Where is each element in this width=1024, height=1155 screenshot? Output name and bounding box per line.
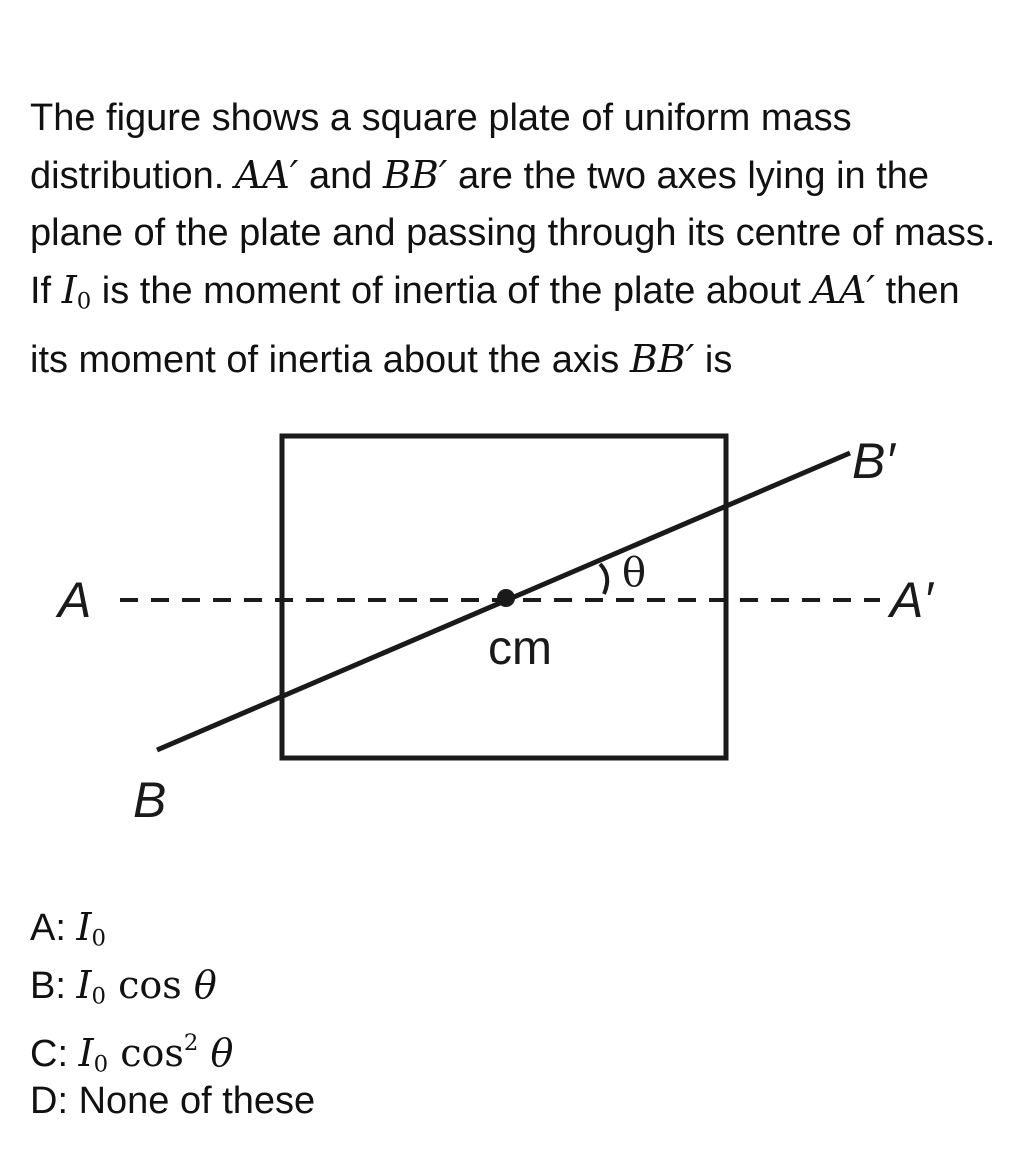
- label-a-prime: A′: [890, 572, 933, 628]
- option-math: $I_0$ $\cos^2 \theta$: [78, 1030, 234, 1078]
- question-part: are the two axes lying in the plane of the plate and passing through its centre of mass. If: [30, 155, 996, 312]
- option-key: A:: [30, 907, 66, 949]
- axis-bb-label: BB′: [629, 336, 695, 381]
- option-math: $I_0$: [76, 905, 106, 952]
- option-c[interactable]: [30, 1014, 315, 1078]
- question-part: is the moment of inertia of the plate about: [101, 270, 801, 312]
- option-d[interactable]: [30, 1072, 315, 1130]
- axis-bb-label: BB′: [382, 153, 448, 197]
- option-math: $I_0$ cos θ: [76, 963, 217, 1010]
- question-part: then its moment of inertia about the axis: [30, 270, 960, 381]
- axis-aa-label: AA′: [234, 153, 299, 197]
- option-b[interactable]: [30, 956, 315, 1014]
- option-key: C:: [30, 1032, 68, 1075]
- moment-of-inertia-symbol: $I_0$: [61, 268, 92, 315]
- angle-arc: [600, 564, 607, 594]
- label-b-prime: B′: [852, 433, 895, 489]
- label-cm: cm: [488, 622, 552, 675]
- option-a[interactable]: [30, 898, 315, 956]
- option-text: None of these: [78, 1080, 316, 1122]
- label-b: B: [133, 772, 167, 828]
- centre-of-mass-dot: [497, 589, 515, 607]
- question-part: and: [308, 155, 373, 197]
- question-part: is: [704, 338, 733, 381]
- label-theta: θ: [622, 550, 647, 596]
- option-key: B:: [30, 965, 66, 1007]
- question-part: The figure shows a square plate of uniform mass distribution.: [30, 97, 852, 197]
- axis-aa-label: AA′: [811, 268, 876, 312]
- answer-options: [30, 898, 315, 1130]
- label-a: A: [58, 572, 92, 628]
- option-key: D:: [30, 1080, 68, 1122]
